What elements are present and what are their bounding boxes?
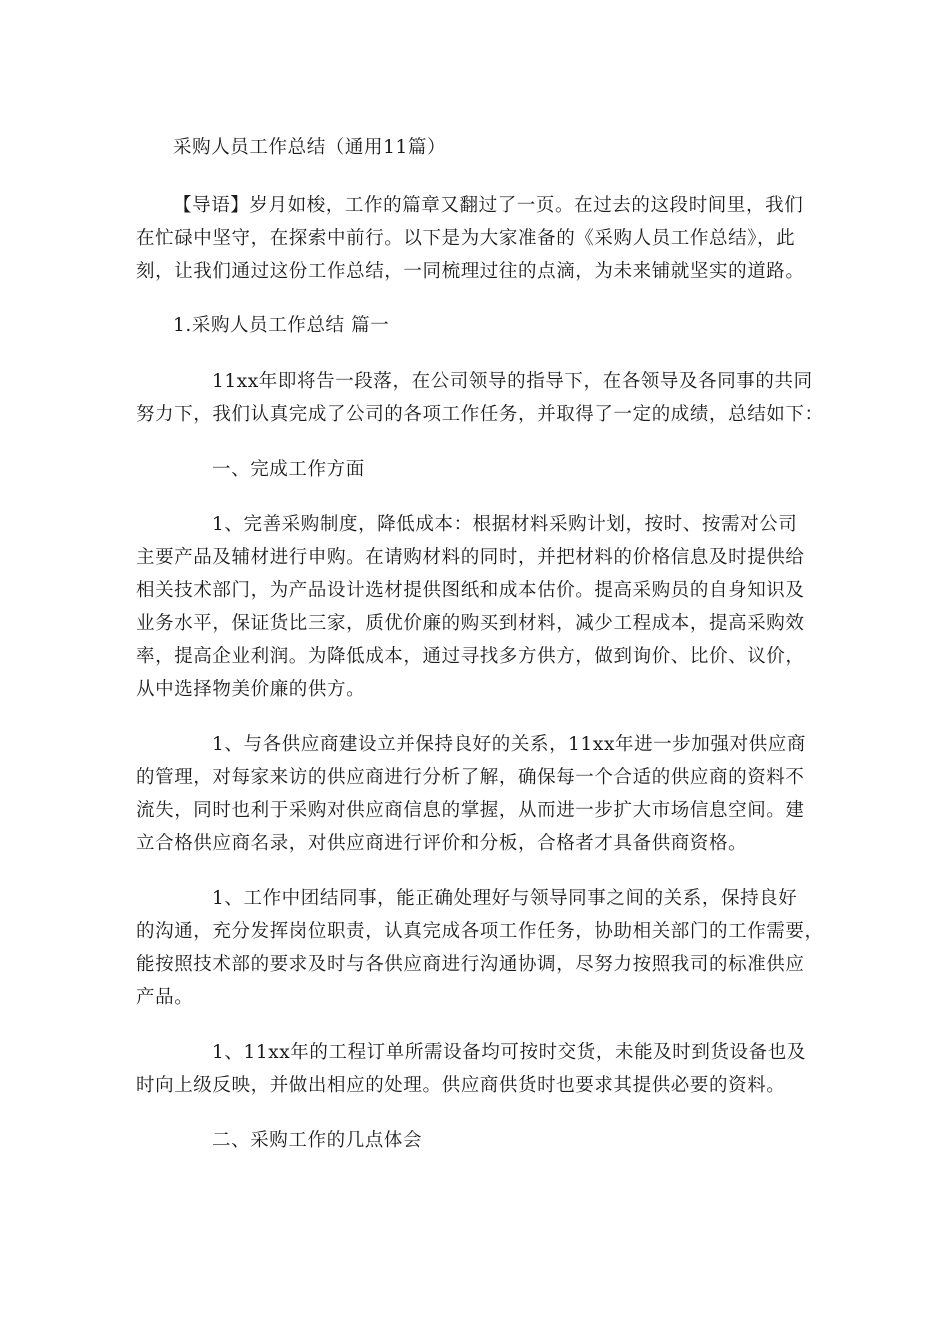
section-title: 1.采购人员工作总结 篇一 — [173, 315, 390, 336]
paragraph-line: 能按照技术部的要求及时与各供应商进行沟通协调，尽努力按照我司的标准供应 — [136, 954, 805, 975]
paragraph-line: 率，提高企业利润。为降低成本，通过寻找多方供方，做到询价、比价、议价， — [136, 646, 805, 667]
paragraph-line: 的沟通，充分发挥岗位职责，认真完成各项工作任务，协助相关部门的工作需要， — [136, 921, 824, 942]
paragraph-line: 的管理，对每家来访的供应商进行分析了解，确保每一个合适的供应商的资料不 — [136, 767, 805, 788]
paragraph-line: 从中选择物美价廉的供方。 — [136, 679, 366, 700]
intro-line: 【导语】岁月如梭，工作的篇章又翻过了一页。在过去的这段时间里，我们 — [173, 195, 804, 216]
paragraph-line: 相关技术部门，为产品设计选材提供图纸和成本估价。提高采购员的自身知识及 — [136, 580, 805, 601]
intro-line: 在忙碌中坚守，在探索中前行。以下是为大家准备的《采购人员工作总结》，此 — [136, 228, 796, 249]
paragraph-line: 1、完善采购制度，降低成本：根据材料采购计划，按时、按需对公司 — [212, 514, 798, 535]
heading-purchasing-insights: 二、采购工作的几点体会 — [212, 1130, 423, 1151]
paragraph-line: 1、11xx年的工程订单所需设备均可按时交货，未能及时到货设备也及 — [212, 1042, 806, 1063]
document-title: 采购人员工作总结（通用11篇） — [173, 137, 447, 158]
paragraph-line: 立合格供应商名录，对供应商进行评价和分板，合格者才具备供商资格。 — [136, 833, 748, 854]
paragraph-line: 1、工作中团结同事，能正确处理好与领导同事之间的关系，保持良好 — [212, 888, 798, 909]
paragraph-line: 产品。 — [136, 987, 194, 1008]
paragraph-line: 1、与各供应商建设立并保持良好的关系，11xx年进一步加强对供应商 — [212, 734, 806, 755]
paragraph-line: 11xx年即将告一段落，在公司领导的指导下，在各领导及各同事的共同 — [212, 371, 813, 392]
heading-work-completed: 一、完成工作方面 — [212, 459, 365, 480]
paragraph-line: 时向上级反映，并做出相应的处理。供应商供货时也要求其提供必要的资料。 — [136, 1075, 786, 1096]
intro-line: 刻，让我们通过这份工作总结，一同梳理过往的点滴，为未来铺就坚实的道路。 — [136, 261, 805, 282]
paragraph-line: 业务水平，保证货比三家，质优价廉的购买到材料，减少工程成本，提高采购效 — [136, 613, 805, 634]
paragraph-line: 流失，同时也利于采购对供应商信息的掌握，从而进一步扩大市场信息空间。建 — [136, 800, 805, 821]
paragraph-line: 努力下，我们认真完成了公司的各项工作任务，并取得了一定的成绩，总结如下： — [136, 404, 824, 425]
paragraph-line: 主要产品及辅材进行申购。在请购材料的同时，并把材料的价格信息及时提供给 — [136, 547, 805, 568]
